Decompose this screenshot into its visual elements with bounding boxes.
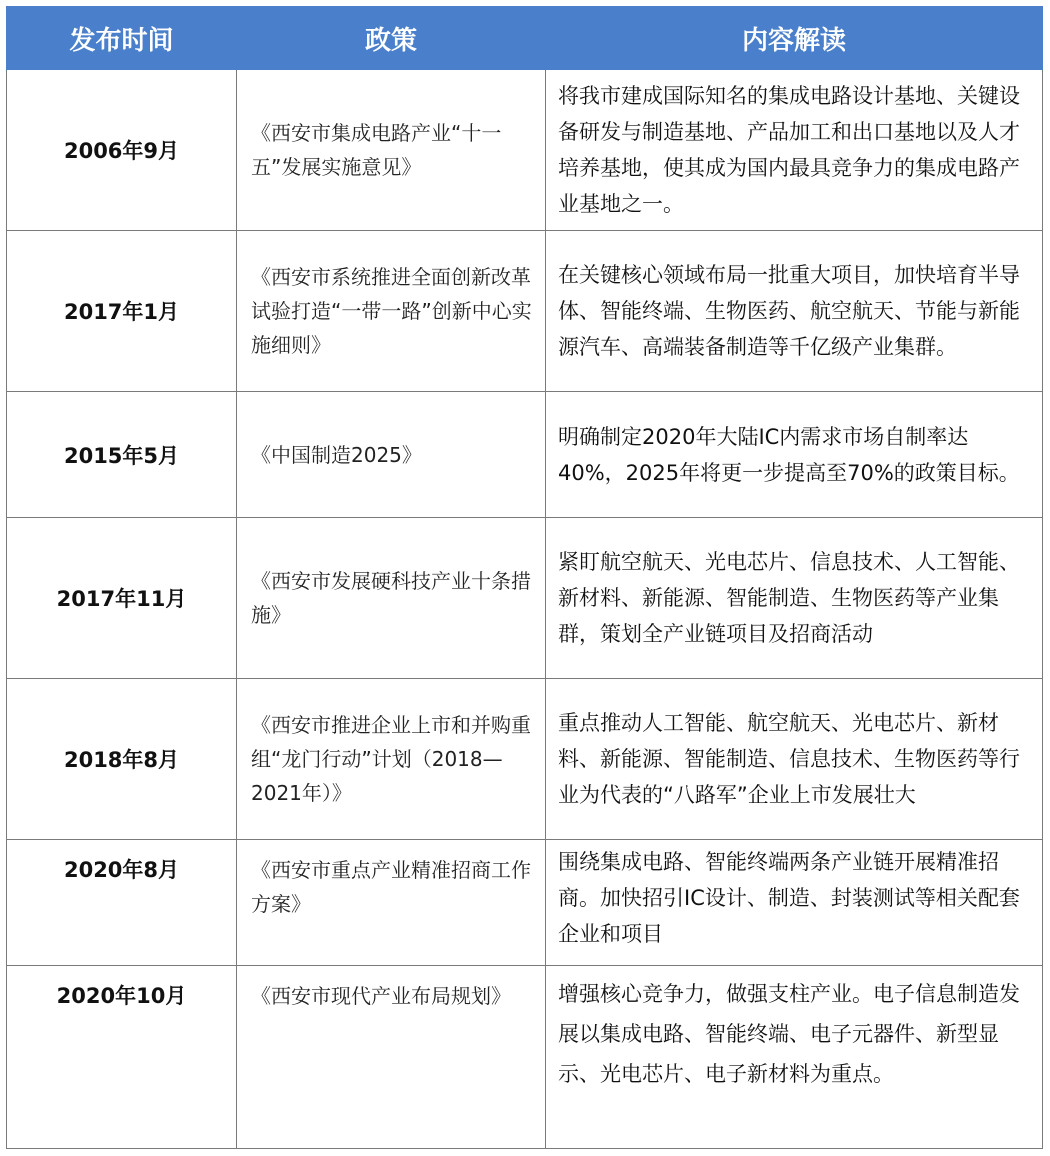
date-cell: 2020年8月 xyxy=(7,840,237,966)
content-cell: 明确制定2020年大陆IC内需求市场自制率达40%，2025年将更一步提高至70%的政策目标。 xyxy=(546,392,1043,518)
date-cell: 2020年10月 xyxy=(7,966,237,1149)
table-row xyxy=(7,518,1043,679)
content-cell: 在关键核心领域布局一批重大项目，加快培育半导体、智能终端、生物医药、航空航天、节能与新能源汽车、高端装备制造等千亿级产业集群。 xyxy=(546,231,1043,392)
content-cell: 重点推动人工智能、航空航天、光电芯片、新材料、新能源、智能制造、信息技术、生物医药等行业为代表的“八路军”企业上市发展壮大 xyxy=(546,679,1043,840)
date-cell: 2017年11月 xyxy=(7,518,237,679)
content-cell: 增强核心竞争力，做强支柱产业。电子信息制造发展以集成电路、智能终端、电子元器件、新型显示、光电芯片、电子新材料为重点。 xyxy=(546,966,1043,1149)
date-cell: 2015年5月 xyxy=(7,392,237,518)
content-cell: 将我市建成国际知名的集成电路设计基地、关键设备研发与制造基地、产品加工和出口基地以及人才培养基地，使其成为国内最具竞争力的集成电路产业基地之一。 xyxy=(546,70,1043,231)
table-row xyxy=(7,679,1043,840)
content-cell: 紧盯航空航天、光电芯片、信息技术、人工智能、新材料、新能源、智能制造、生物医药等产业集群，策划全产业链项目及招商活动 xyxy=(546,518,1043,679)
table-row xyxy=(7,231,1043,392)
table-row xyxy=(7,70,1043,231)
policy-cell: 《西安市集成电路产业“十一五”发展实施意见》 xyxy=(237,70,546,231)
date-cell: 2006年9月 xyxy=(7,70,237,231)
table-row xyxy=(7,392,1043,518)
header-policy: 政策 xyxy=(237,7,546,70)
date-cell: 2018年8月 xyxy=(7,679,237,840)
policy-cell: 《西安市系统推进全面创新改革试验打造“一带一路”创新中心实施细则》 xyxy=(237,231,546,392)
table-row xyxy=(7,966,1043,1149)
header-content: 内容解读 xyxy=(546,7,1043,70)
policy-cell: 《西安市重点产业精准招商工作方案》 xyxy=(237,840,546,966)
header-date: 发布时间 xyxy=(7,7,237,70)
policy-cell: 《西安市推进企业上市和并购重组“龙门行动”计划（2018—2021年）》 xyxy=(237,679,546,840)
policy-cell: 《西安市发展硬科技产业十条措施》 xyxy=(237,518,546,679)
policy-table xyxy=(6,6,1043,1149)
content-cell: 围绕集成电路、智能终端两条产业链开展精准招商。加快招引IC设计、制造、封装测试等相关配套企业和项目 xyxy=(546,840,1043,966)
date-cell: 2017年1月 xyxy=(7,231,237,392)
policy-cell: 《西安市现代产业布局规划》 xyxy=(237,966,546,1149)
header-row xyxy=(7,7,1043,70)
table-row xyxy=(7,840,1043,966)
policy-cell: 《中国制造2025》 xyxy=(237,392,546,518)
